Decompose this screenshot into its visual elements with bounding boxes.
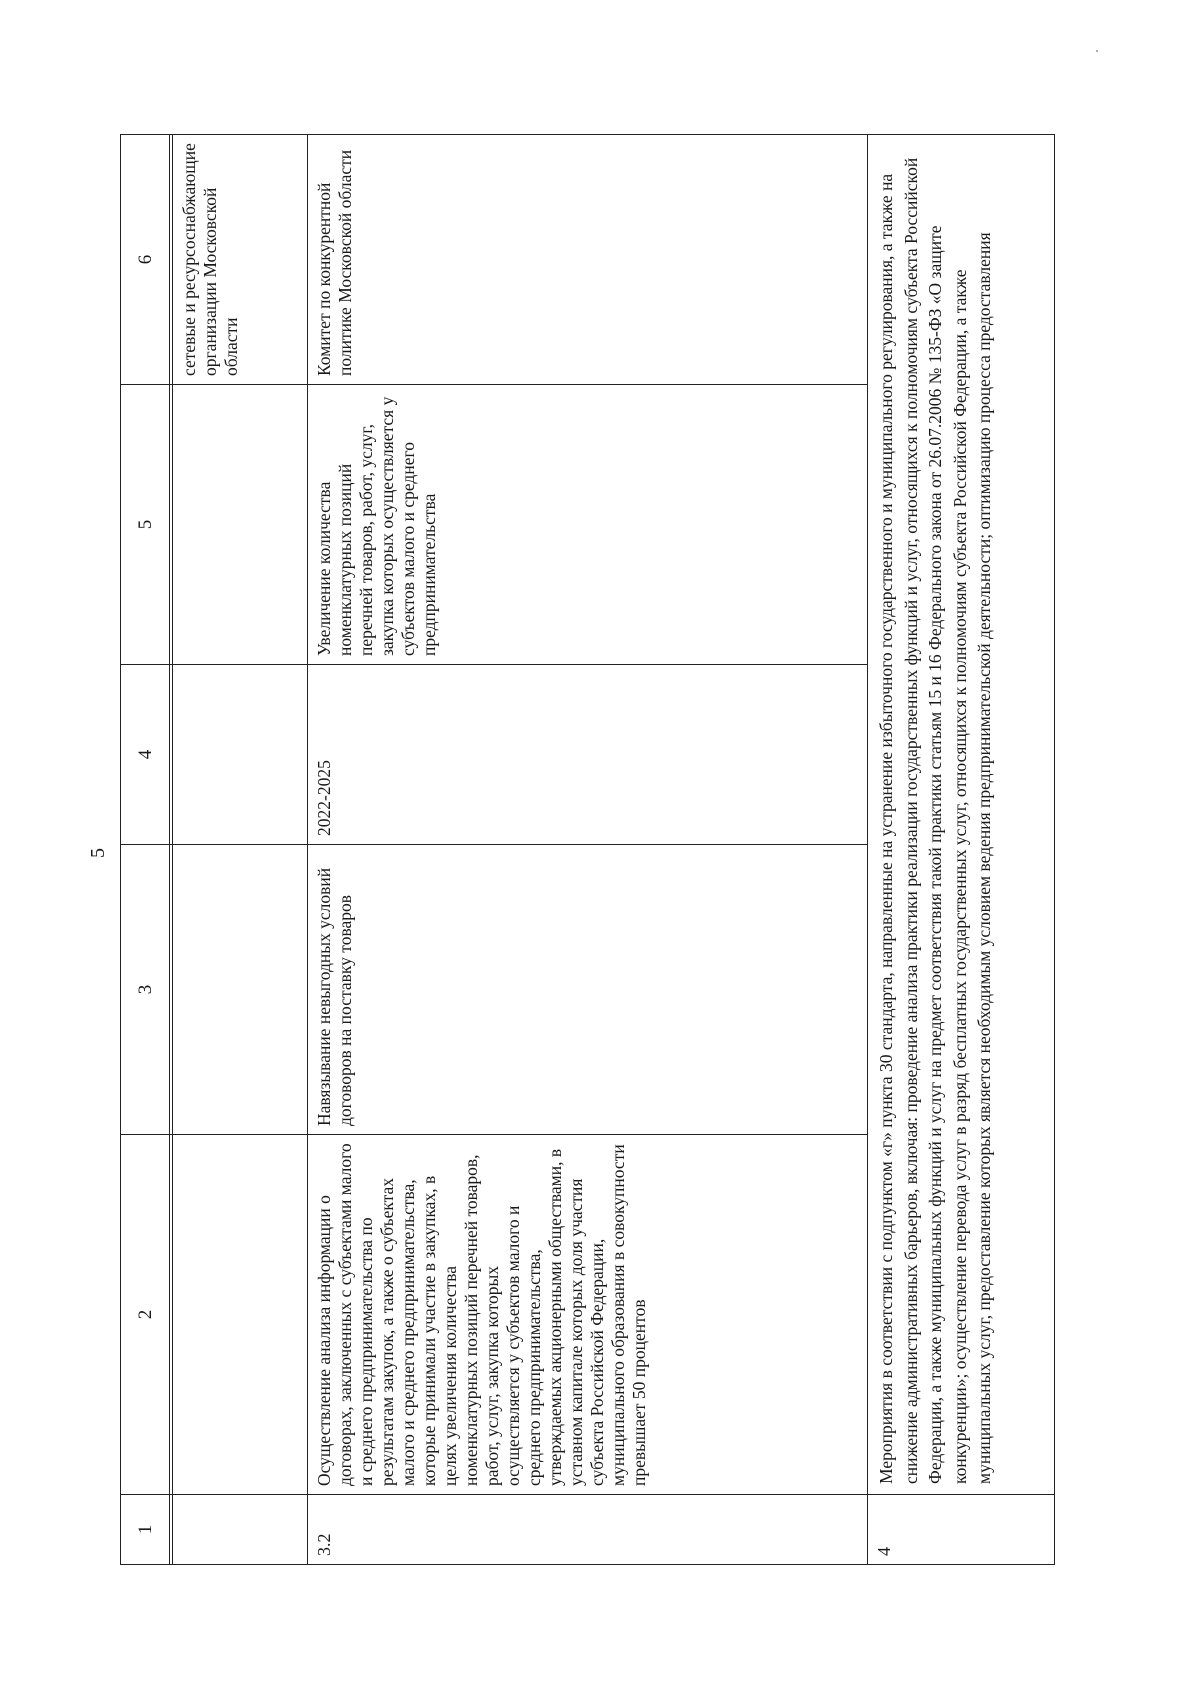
table-row	[308, 135, 868, 1565]
measure-cell	[173, 1135, 308, 1495]
page-number: 5	[87, 848, 109, 858]
header-cell-3: 3	[121, 845, 170, 1135]
issue-cell	[173, 845, 308, 1135]
result-cell	[173, 385, 308, 665]
responsible-cell: сетевые и ресурсоснабжающие организации Московской области	[173, 135, 308, 385]
result-cell: Увеличение количества номенклатурных позиций перечней товаров, работ, услуг, закупка которых осуществляется у субъектов малого и среднего предпринимательства	[308, 385, 868, 665]
section-text-cell: Мероприятия в соответствии с подпунктом «г» пункта 30 стандарта, направленные на устранение избыточного государственного и муниципального регулирования, а также на снижение административных барьеров, включая: проведение анализа практики реализации государственных функций и услуг, относящихся к полномочиям субъекта Российской Федерации, а также муниципальных функций и услуг на предмет соответствия такой практики статьям 15 и 16 Федерального закона от 26.07.2006 № 135-ФЗ «О защите конкуренции»; осуществление перевода услуг в разряд бесплатных государственных услуг, относящихся к полномочиям субъекта Российской Федерации, а также муниципальных услуг, предоставление которых является необходимым условием ведения предпринимательской деятельности; оптимизацию процесса предоставления	[868, 135, 1055, 1495]
scan-artifact	[1096, 50, 1098, 52]
row-number-cell: 3.2	[308, 1495, 868, 1565]
measures-table	[120, 134, 1055, 1565]
table-header-row	[121, 135, 170, 1565]
table-row	[173, 135, 308, 1565]
rotated-table-container	[120, 135, 1055, 1565]
header-cell-5: 5	[121, 385, 170, 665]
section-number-cell: 4	[868, 1495, 1055, 1565]
row-number-cell	[173, 1495, 308, 1565]
header-cell-1: 1	[121, 1495, 170, 1565]
header-cell-6: 6	[121, 135, 170, 385]
responsible-cell: Комитет по конкурентной политике Московской области	[308, 135, 868, 385]
measure-cell: Осуществление анализа информации о договорах, заключенных с субъектами малого и среднего предпринимательства по результатам закупок, а также о субъектах малого и среднего предпринимательства, которые принимали участие в закупках, в целях увеличения количества номенклатурных позиций перечней товаров, работ, услуг, закупка которых осуществляется у субъектов малого и среднего предпринимательства, утверждаемых акционерными обществами, в уставном капитале которых доля участия субъекта Российской Федерации, муниципального образования в совокупности превышает 50 процентов	[308, 1135, 868, 1495]
section-row	[868, 135, 1055, 1565]
header-cell-4: 4	[121, 665, 170, 845]
period-cell: 2022-2025	[308, 665, 868, 845]
issue-cell: Навязывание невыгодных условий договоров на поставку товаров	[308, 845, 868, 1135]
header-cell-2: 2	[121, 1135, 170, 1495]
period-cell	[173, 665, 308, 845]
